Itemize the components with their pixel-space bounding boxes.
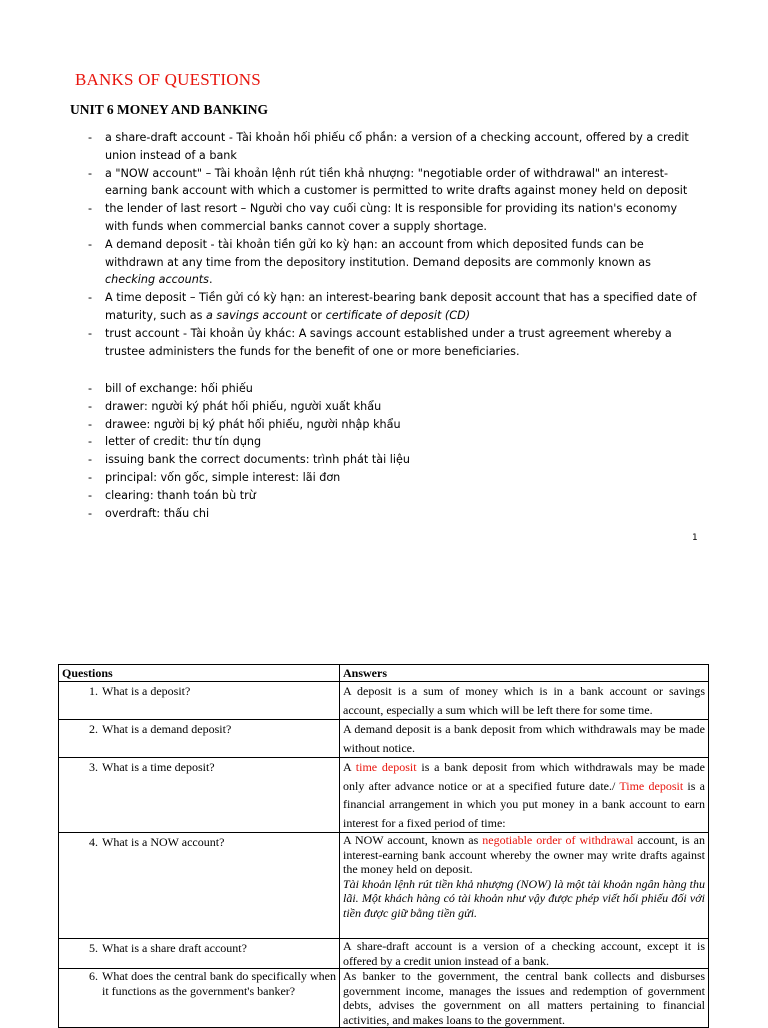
term-text: principal: vốn gốc, simple interest: lãi đơn (105, 470, 341, 484)
highlighted-term: negotiable order of withdrawal (482, 833, 634, 847)
question-text: What is a NOW account? (102, 835, 225, 849)
unit-heading: UNIT 6 MONEY AND BANKING (70, 102, 269, 117)
list-item: - a share-draft account - Tài khoản hối phiếu cổ phần: a version of a checking account, offered by a credit union instead of a bank (88, 131, 689, 162)
question-text: What is a time deposit? (102, 760, 215, 774)
table-row (59, 720, 709, 758)
highlighted-term: Time deposit (619, 778, 684, 793)
term-text: A demand deposit - tài khoản tiền gửi ko kỳ hạn: an account from which deposited funds can be withdrawn at any time from the depository institution. Demand deposits are commonly known as (105, 237, 651, 269)
question-text: What is a share draft account? (102, 941, 247, 955)
list-item: - overdraft: thấu chi (88, 506, 210, 520)
answer-text: is a bank deposit from which withdrawals may be made only after advance notice or at a specified future date./ (343, 760, 705, 793)
term-text: trust account - Tài khoản ủy khác: A savings account established under a trust agreement whereby a trustee administers the funds for the benefit of one or more beneficiaries. (105, 326, 672, 358)
term-text: or (307, 308, 326, 322)
table-row (59, 969, 709, 1028)
answer-cell: A demand deposit is a bank deposit from which withdrawals may be made without notice. (340, 720, 709, 758)
list-item: - drawee: người bị ký phát hối phiếu, người nhập khẩu (88, 417, 401, 431)
answer-text: is a financial arrangement in which you put money in a bank account to earn interest for a fixed period of time: (343, 778, 705, 830)
term-text: . (209, 273, 213, 287)
term-text: drawer: người ký phát hối phiếu, người xuất khẩu (105, 399, 382, 413)
table-row (59, 758, 709, 833)
question-cell (59, 969, 340, 1028)
term-text: a share-draft account - Tài khoản hối phiếu cổ phần: a version of a checking account, offered by a credit union instead of a bank (105, 131, 689, 162)
question-text: What is a deposit? (102, 684, 191, 698)
question-text: What does the central bank do specifically when it functions as the government's banker? (102, 969, 336, 998)
question-cell (59, 758, 340, 833)
table-row (59, 682, 709, 720)
list-item: - letter of credit: thư tín dụng (88, 435, 262, 449)
table-header-row (59, 665, 709, 682)
term-text: overdraft: thấu chi (105, 506, 210, 520)
term-text: issuing bank the correct documents: trình phát tài liệu (105, 453, 410, 467)
answers-header: Answers (340, 665, 709, 682)
questions-header: Questions (59, 665, 340, 682)
answer-text: A (343, 760, 356, 774)
question-cell (59, 833, 340, 939)
list-item: - bill of exchange: hối phiếu (88, 382, 253, 395)
term-italic: checking accounts (105, 273, 210, 287)
question-number: 6. (89, 969, 98, 983)
document-title: BANKS OF QUESTIONS (75, 70, 261, 89)
question-cell (59, 939, 340, 969)
term-text: clearing: thanh toán bù trừ (105, 488, 256, 502)
list-item: - A time deposit – Tiền gửi có kỳ hạn: an interest-bearing bank deposit account that has a specified date of maturity, such as a savings account or certificate of deposit (CD) (88, 291, 697, 322)
answer-vietnamese: Tài khoản lệnh rút tiền khả nhượng (NOW) là một tài khoản ngân hàng thu lãi. Một khách hàng có tài khoản như vậy được phép viết hối phiếu đối với tiền được giữ bằng tiền gửi. (343, 876, 705, 920)
question-number: 1. (89, 684, 98, 698)
table-row (59, 939, 709, 969)
answer-cell: A share-draft account is a version of a checking account, except it is offered by a credit union instead of a bank. (340, 939, 709, 969)
term-italic: a savings account (206, 308, 307, 322)
term-text: drawee: người bị ký phát hối phiếu, người nhập khẩu (105, 417, 401, 431)
qa-table (58, 664, 709, 1028)
term-text: A time deposit – Tiền gửi có kỳ hạn: an interest-bearing bank deposit account that has a specified date of maturity, such as (105, 291, 697, 322)
term-text: letter of credit: thư tín dụng (105, 435, 262, 449)
list-item: - the lender of last resort – Người cho vay cuối cùng: It is responsible for providing its nation's economy with funds when commercial banks cannot cover a supply shortage. (88, 202, 678, 233)
answer-cell: As banker to the government, the central bank collects and disburses government income, manages the issues and redemption of government debts, advises the government on all matters pertaining to financial activities, and makes loans to the government. (340, 969, 709, 1028)
question-number: 2. (89, 722, 98, 736)
answer-text: A NOW account, known as (343, 833, 483, 847)
list-item: - clearing: thanh toán bù trừ (88, 488, 256, 502)
question-cell (59, 720, 340, 758)
question-number: 4. (89, 835, 98, 849)
term-text: the lender of last resort – Người cho vay cuối cùng: It is responsible for providing its nation's economy with funds when commercial banks cannot cover a supply shortage. (105, 202, 678, 233)
answer-cell: A deposit is a sum of money which is in a bank account or savings account, especially a sum which will be left there for some time. (340, 682, 709, 720)
term-text: bill of exchange: hối phiếu (105, 382, 253, 395)
question-number: 3. (89, 760, 98, 774)
term-italic: certificate of deposit (CD) (325, 308, 471, 322)
highlighted-term: time deposit (355, 760, 417, 774)
list-item: - principal: vốn gốc, simple interest: lãi đơn (88, 470, 341, 484)
term-text: a "NOW account" – Tài khoản lệnh rút tiền khả nhượng: "negotiable order of withdrawal" an interest-earning bank account with which a customer is permitted to write drafts against money held on deposit (105, 166, 688, 198)
answer-text: account, is an interest-earning bank account whereby the owner may write drafts against the money held on deposit. (343, 833, 705, 876)
answer-cell (340, 758, 709, 833)
question-number: 5. (89, 941, 98, 955)
question-cell (59, 682, 340, 720)
term-list-vocabulary (88, 380, 698, 522)
page-number: 1 (692, 533, 698, 543)
question-text: What is a demand deposit? (102, 722, 232, 736)
term-list-definitions (88, 129, 698, 360)
list-item: - A demand deposit - tài khoản tiền gửi ko kỳ hạn: an account from which deposited funds can be withdrawn at any time from the depository institution. Demand deposits are commonly known as checking accounts. (88, 237, 651, 287)
answer-cell (340, 833, 709, 939)
list-item: - issuing bank the correct documents: trình phát tài liệu (88, 453, 410, 467)
table-row (59, 833, 709, 939)
list-item: - a "NOW account" – Tài khoản lệnh rút tiền khả nhượng: "negotiable order of withdrawal" an interest-earning bank account with which a customer is permitted to write drafts against money held on deposit (88, 166, 688, 198)
list-item: - trust account - Tài khoản ủy khác: A savings account established under a trust agreement whereby a trustee administers the funds for the benefit of one or more beneficiaries. (88, 326, 672, 358)
list-item: - drawer: người ký phát hối phiếu, người xuất khẩu (88, 399, 382, 413)
